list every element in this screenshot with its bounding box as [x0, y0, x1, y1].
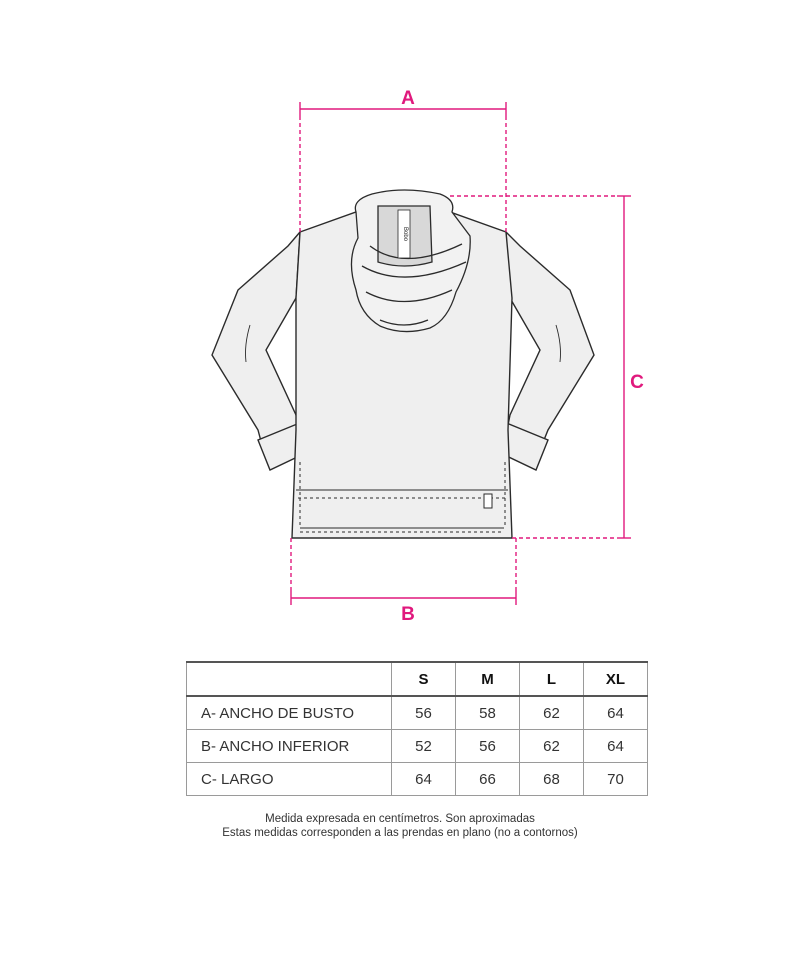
table-cell: 52 [392, 730, 456, 763]
table-cell: 62 [520, 696, 584, 730]
brand-tag-text: Bobo [402, 226, 408, 242]
table-cell: 62 [520, 730, 584, 763]
table-cell: 64 [392, 763, 456, 796]
flat-measurement-note: Estas medidas corresponden a las prendas en plano (no a contornos) [222, 827, 578, 839]
table-row [187, 696, 648, 730]
left-sleeve [212, 232, 300, 445]
brand-tag [398, 210, 410, 258]
dimension-a-label: A [401, 88, 415, 109]
table-header-row [187, 662, 648, 696]
table-cell: 64 [584, 696, 648, 730]
header-cell-xl: XL [584, 662, 648, 696]
dimension-b [291, 538, 516, 605]
table-cell: 56 [456, 730, 520, 763]
header-cell-s: S [392, 662, 456, 696]
row-label: A- ANCHO DE BUSTO [187, 696, 392, 730]
table-cell: 66 [456, 763, 520, 796]
row-label: B- ANCHO INFERIOR [187, 730, 392, 763]
size-table [186, 661, 648, 796]
table-cell: 64 [584, 730, 648, 763]
table-cell: 58 [456, 696, 520, 730]
measurement-note: Medida expresada en centímetros. Son aproximadas [265, 813, 535, 825]
header-cell-empty [187, 662, 392, 696]
table-row [187, 730, 648, 763]
right-sleeve [506, 232, 594, 445]
dimension-c-label: C [630, 372, 644, 393]
header-cell-l: L [520, 662, 584, 696]
table-row [187, 763, 648, 796]
table-cell: 68 [520, 763, 584, 796]
table-cell: 56 [392, 696, 456, 730]
header-cell-m: M [456, 662, 520, 696]
row-label: C- LARGO [187, 763, 392, 796]
table-cell: 70 [584, 763, 648, 796]
dimension-b-label: B [401, 604, 415, 625]
